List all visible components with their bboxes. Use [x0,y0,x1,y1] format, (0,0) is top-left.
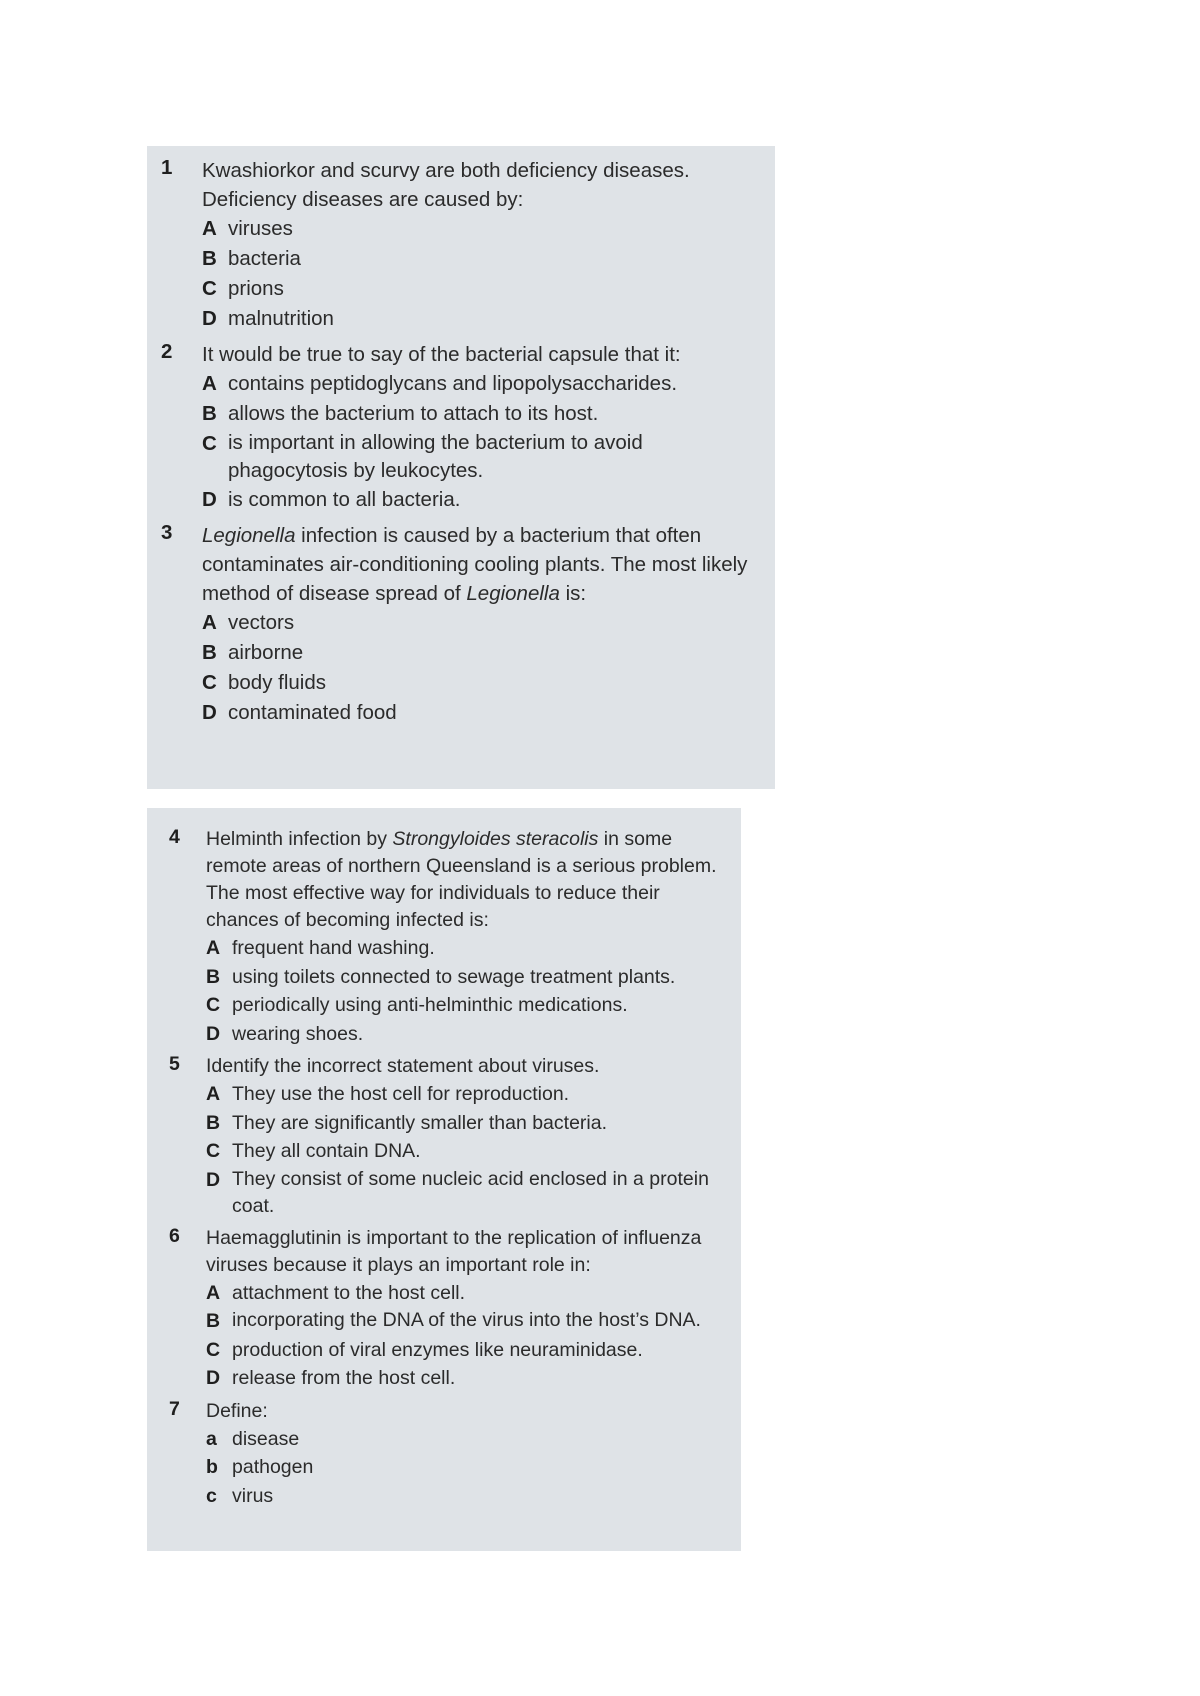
option-label: B [202,247,217,270]
option-label: A [206,1281,221,1304]
species-name: Strongyloides steracolis [392,828,599,850]
option-label: B [202,402,217,425]
answer-option [206,1166,721,1220]
option-label: C [202,277,217,300]
option-text: They are significantly smaller than bacteria. [232,1111,608,1134]
question-number: 3 [161,521,173,544]
option-text: contaminated food [228,701,397,724]
answer-option [202,214,755,244]
sub-question-label: a [206,1427,217,1450]
question-7 [169,1398,721,1511]
answer-option [202,429,755,485]
question-6 [169,1225,721,1393]
question-text [202,521,755,608]
question-body [206,1053,721,1220]
option-label: C [202,432,217,455]
option-text: is common to all bacteria. [228,488,461,511]
answer-options [202,369,755,515]
option-label: B [206,1310,221,1332]
option-label: D [206,1168,221,1191]
question-text: Kwashiorkor and scurvy are both deficiency diseases. Deficiency diseases are caused by: [202,159,690,211]
answer-option [206,1137,721,1166]
answer-option [202,485,755,515]
option-label: D [202,307,217,330]
option-label: A [202,611,217,634]
answer-option [206,1279,721,1308]
answer-option [202,399,755,429]
option-text: production of viral enzymes like neuraminidase. [232,1338,643,1361]
question-body [206,1398,721,1511]
question-number: 1 [161,156,173,179]
sub-question-text: virus [232,1484,274,1507]
sub-question-text: pathogen [232,1456,314,1478]
answer-option [206,1364,721,1393]
question-text [206,826,721,934]
sub-question [206,1482,721,1511]
answer-options [206,934,721,1048]
option-text: They consist of some nucleic acid enclosed in a protein coat. [232,1167,709,1217]
question-panel-2 [147,808,741,1551]
question-3 [161,521,755,728]
question-number: 6 [169,1224,180,1247]
option-text: vectors [228,611,295,634]
answer-option [206,1080,721,1109]
option-label: D [206,1022,221,1045]
sub-question-label: c [206,1484,217,1507]
option-text: They use the host cell for reproduction. [232,1083,570,1105]
species-name: Legionella [202,524,296,547]
question-body [202,521,755,728]
answer-options [206,1080,721,1220]
answer-options [202,608,755,728]
option-text: body fluids [228,671,327,694]
question-text-part: Helminth infection by [206,828,393,850]
option-label: C [206,994,221,1016]
question-number: 2 [161,340,173,363]
question-text: Identify the incorrect statement about viruses. [206,1055,600,1077]
answer-option [202,698,755,728]
question-text-part: infection is caused by a bacterium that often contaminates air-conditioning cooling plants. The most likely method of disease spread of [202,524,748,605]
option-text: wearing shoes. [232,1022,364,1045]
question-4 [169,826,721,1048]
answer-option [206,963,721,992]
question-5 [169,1053,721,1220]
sub-question [206,1425,721,1454]
option-label: A [206,1083,221,1105]
answer-option [202,274,755,304]
option-text: using toilets connected to sewage treatment plants. [232,965,676,988]
answer-options [202,214,755,334]
option-label: D [202,488,217,511]
question-number: 5 [169,1053,180,1075]
answer-option [206,991,721,1020]
question-1 [161,156,755,334]
option-text: is important in allowing the bacterium to avoid phagocytosis by leukocytes. [228,431,643,482]
answer-options [206,1279,721,1393]
option-label: D [206,1367,221,1389]
question-text-part: is: [559,582,587,605]
question-body [202,340,755,515]
option-label: B [202,641,217,664]
option-label: B [206,1111,221,1134]
question-number: 7 [169,1397,180,1420]
question-text: Haemagglutinin is important to the replication of influenza viruses because it plays an important role in: [206,1226,702,1276]
question-body [202,156,755,334]
answer-option [206,1020,721,1049]
option-label: A [202,217,217,240]
option-label: C [206,1338,221,1361]
sub-question-label: b [206,1456,218,1478]
question-2 [161,340,755,515]
option-text: attachment to the host cell. [232,1281,466,1304]
option-label: A [206,937,221,959]
option-text: contains peptidoglycans and lipopolysaccharides. [228,372,678,395]
question-text-part: in some remote areas of northern Queensland is a serious problem. The most effective way for individuals to reduce their chances of becoming infected is: [206,828,717,931]
option-text: bacteria [228,247,301,270]
question-panel-1 [147,146,775,789]
answer-option [202,304,755,334]
option-text: airborne [228,641,304,664]
answer-option [206,1109,721,1138]
question-number: 4 [169,826,180,848]
option-label: D [202,701,217,724]
option-text: release from the host cell. [232,1367,456,1389]
option-label: B [206,965,221,988]
option-label: C [202,671,217,694]
question-text: Define: [206,1399,268,1422]
option-label: C [206,1140,221,1162]
sub-question [206,1453,721,1482]
answer-option [206,934,721,963]
question-text: It would be true to say of the bacterial capsule that it: [202,343,681,366]
question-body [206,826,721,1048]
answer-option [202,369,755,399]
option-text: periodically using anti-helminthic medications. [232,994,628,1016]
answer-option [202,668,755,698]
option-text: frequent hand washing. [232,937,435,959]
option-text: viruses [228,217,293,240]
answer-option [206,1336,721,1365]
option-text: They all contain DNA. [232,1140,421,1162]
answer-option [202,244,755,274]
option-text: incorporating the DNA of the virus into the host’s DNA. [232,1309,701,1331]
answer-option [202,608,755,638]
answer-option [202,638,755,668]
sub-question-text: disease [232,1427,300,1450]
option-label: A [202,372,217,395]
sub-questions [206,1425,721,1511]
option-text: prions [228,277,284,300]
question-body [206,1225,721,1393]
species-name: Legionella [466,582,560,605]
option-text: allows the bacterium to attach to its host. [228,402,599,425]
option-text: malnutrition [228,307,334,330]
answer-option [206,1307,721,1336]
